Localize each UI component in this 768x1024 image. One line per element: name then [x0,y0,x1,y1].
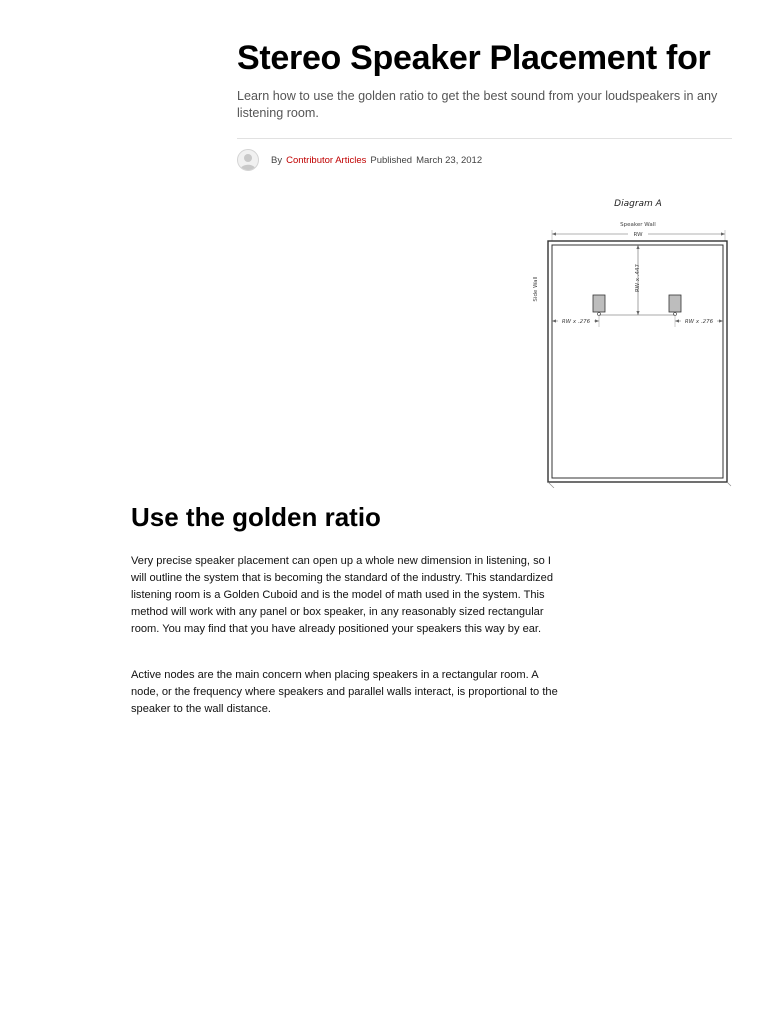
user-silhouette-icon [238,150,258,170]
published-label: Published [370,154,413,166]
published-date: March 23, 2012 [416,154,483,166]
article-title: Stereo Speaker Placement for [237,39,711,77]
diagram-left-distance-label: RW x .276 [561,319,591,325]
speaker-placement-diagram [527,192,733,488]
section-heading: Use the golden ratio [131,502,381,532]
article-subtitle: Learn how to use the golden ratio to get the best sound from your loudspeakers in any listening room. [237,89,718,120]
author-avatar-icon[interactable] [237,149,259,171]
diagram-side-wall-label: Side Wall [533,276,539,302]
byline-by-label: By [271,154,283,166]
body-paragraph-1: Very precise speaker placement can open up a whole new dimension in listening, so I will outline the system that is becoming the standard of the industry. This standardized listening room is a Golden Cuboid and is the model of math used in the system. This method will work with any panel or box speaker, in any reasonably sized rectangular room. You may find that you have already positioned your speakers this way by ear. [131,555,553,635]
diagram-rw-label: RW [633,232,643,238]
header-divider [237,138,732,139]
body-paragraph-2: Active nodes are the main concern when placing speakers in a rectangular room. A node, or the frequency where speakers and parallel walls interact, is proportional to the speaker to the wall distance. [131,669,558,715]
diagram-right-distance-label: RW x .276 [684,319,714,325]
diagram-depth-label: RW x .447 [635,263,641,293]
diagram-title: Diagram A [614,199,662,209]
diagram-speaker-wall-label: Speaker Wall [620,222,656,228]
author-link[interactable]: Contributor Articles [286,154,367,166]
byline [237,148,482,172]
